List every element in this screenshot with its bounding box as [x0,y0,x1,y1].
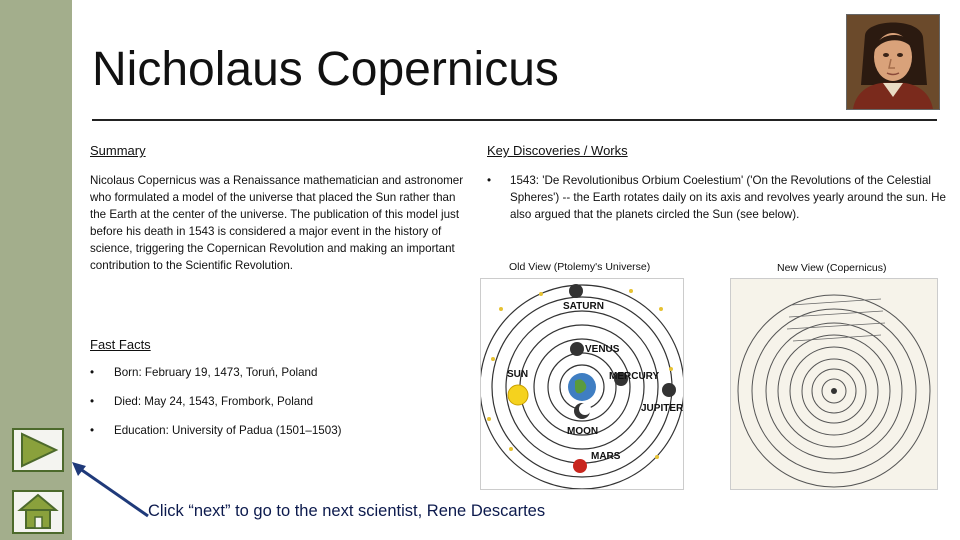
arrow-pointer-icon [70,460,150,520]
label-jupiter: JUPITER [641,403,683,414]
copernicus-portrait [846,14,940,110]
new-view-caption: New View (Copernicus) [777,262,887,274]
next-button[interactable] [12,428,64,472]
label-moon: MOON [567,426,599,437]
fast-facts-list [90,366,342,453]
discovery-text: 1543: 'De Revolutionibus Orbium Coelestium' ('On the Revolutions of the Celestial Spheres') -- the Earth rotates daily on its axis and revolves yearly around the sun. He also argued that the planets circled the Sun (see below). [510,174,946,221]
title-divider [92,119,937,121]
next-scientist-prompt: Click “next” to go to the next scientist, Rene Descartes [148,502,546,520]
fact-education: Education: University of Padua (1501–1503) [114,424,342,437]
fast-facts-heading: Fast Facts [90,337,151,352]
ptolemy-universe-figure [480,278,684,490]
copernicus-universe-figure [730,278,938,490]
summary-heading: Summary [90,143,146,158]
list-item [90,366,342,395]
list-item [90,424,342,453]
list-bullet: • [90,424,95,437]
home-button[interactable] [12,490,64,534]
summary-text: Nicolaus Copernicus was a Renaissance mathematician and astronomer who formulated a model of the universe that placed the Sun rather than the Earth at the center of the universe. The publication of this model just before his death in 1543 is considered a major event in the history of science, triggering the Copernican Revolution and making an important contribution to the Scientific Revolution. [90,174,464,272]
list-bullet: • [487,174,492,187]
fact-died: Died: May 24, 1543, Frombork, Poland [114,395,314,408]
fact-born: Born: February 19, 1473, Toruń, Poland [114,366,318,379]
list-item [487,172,947,223]
label-sun: SUN [507,369,529,380]
house-icon [14,492,62,532]
list-item [90,395,342,424]
list-bullet: • [90,395,95,408]
label-mars: MARS [591,451,621,462]
label-venus: VENUS [585,344,620,355]
label-mercury: MERCURY [609,371,660,382]
old-view-caption: Old View (Ptolemy's Universe) [509,261,651,273]
play-triangle-icon [14,430,62,470]
key-discoveries-heading: Key Discoveries / Works [487,143,628,158]
label-saturn: SATURN [563,301,604,312]
page-title: Nicholaus Copernicus [92,43,559,96]
list-bullet: • [90,366,95,379]
